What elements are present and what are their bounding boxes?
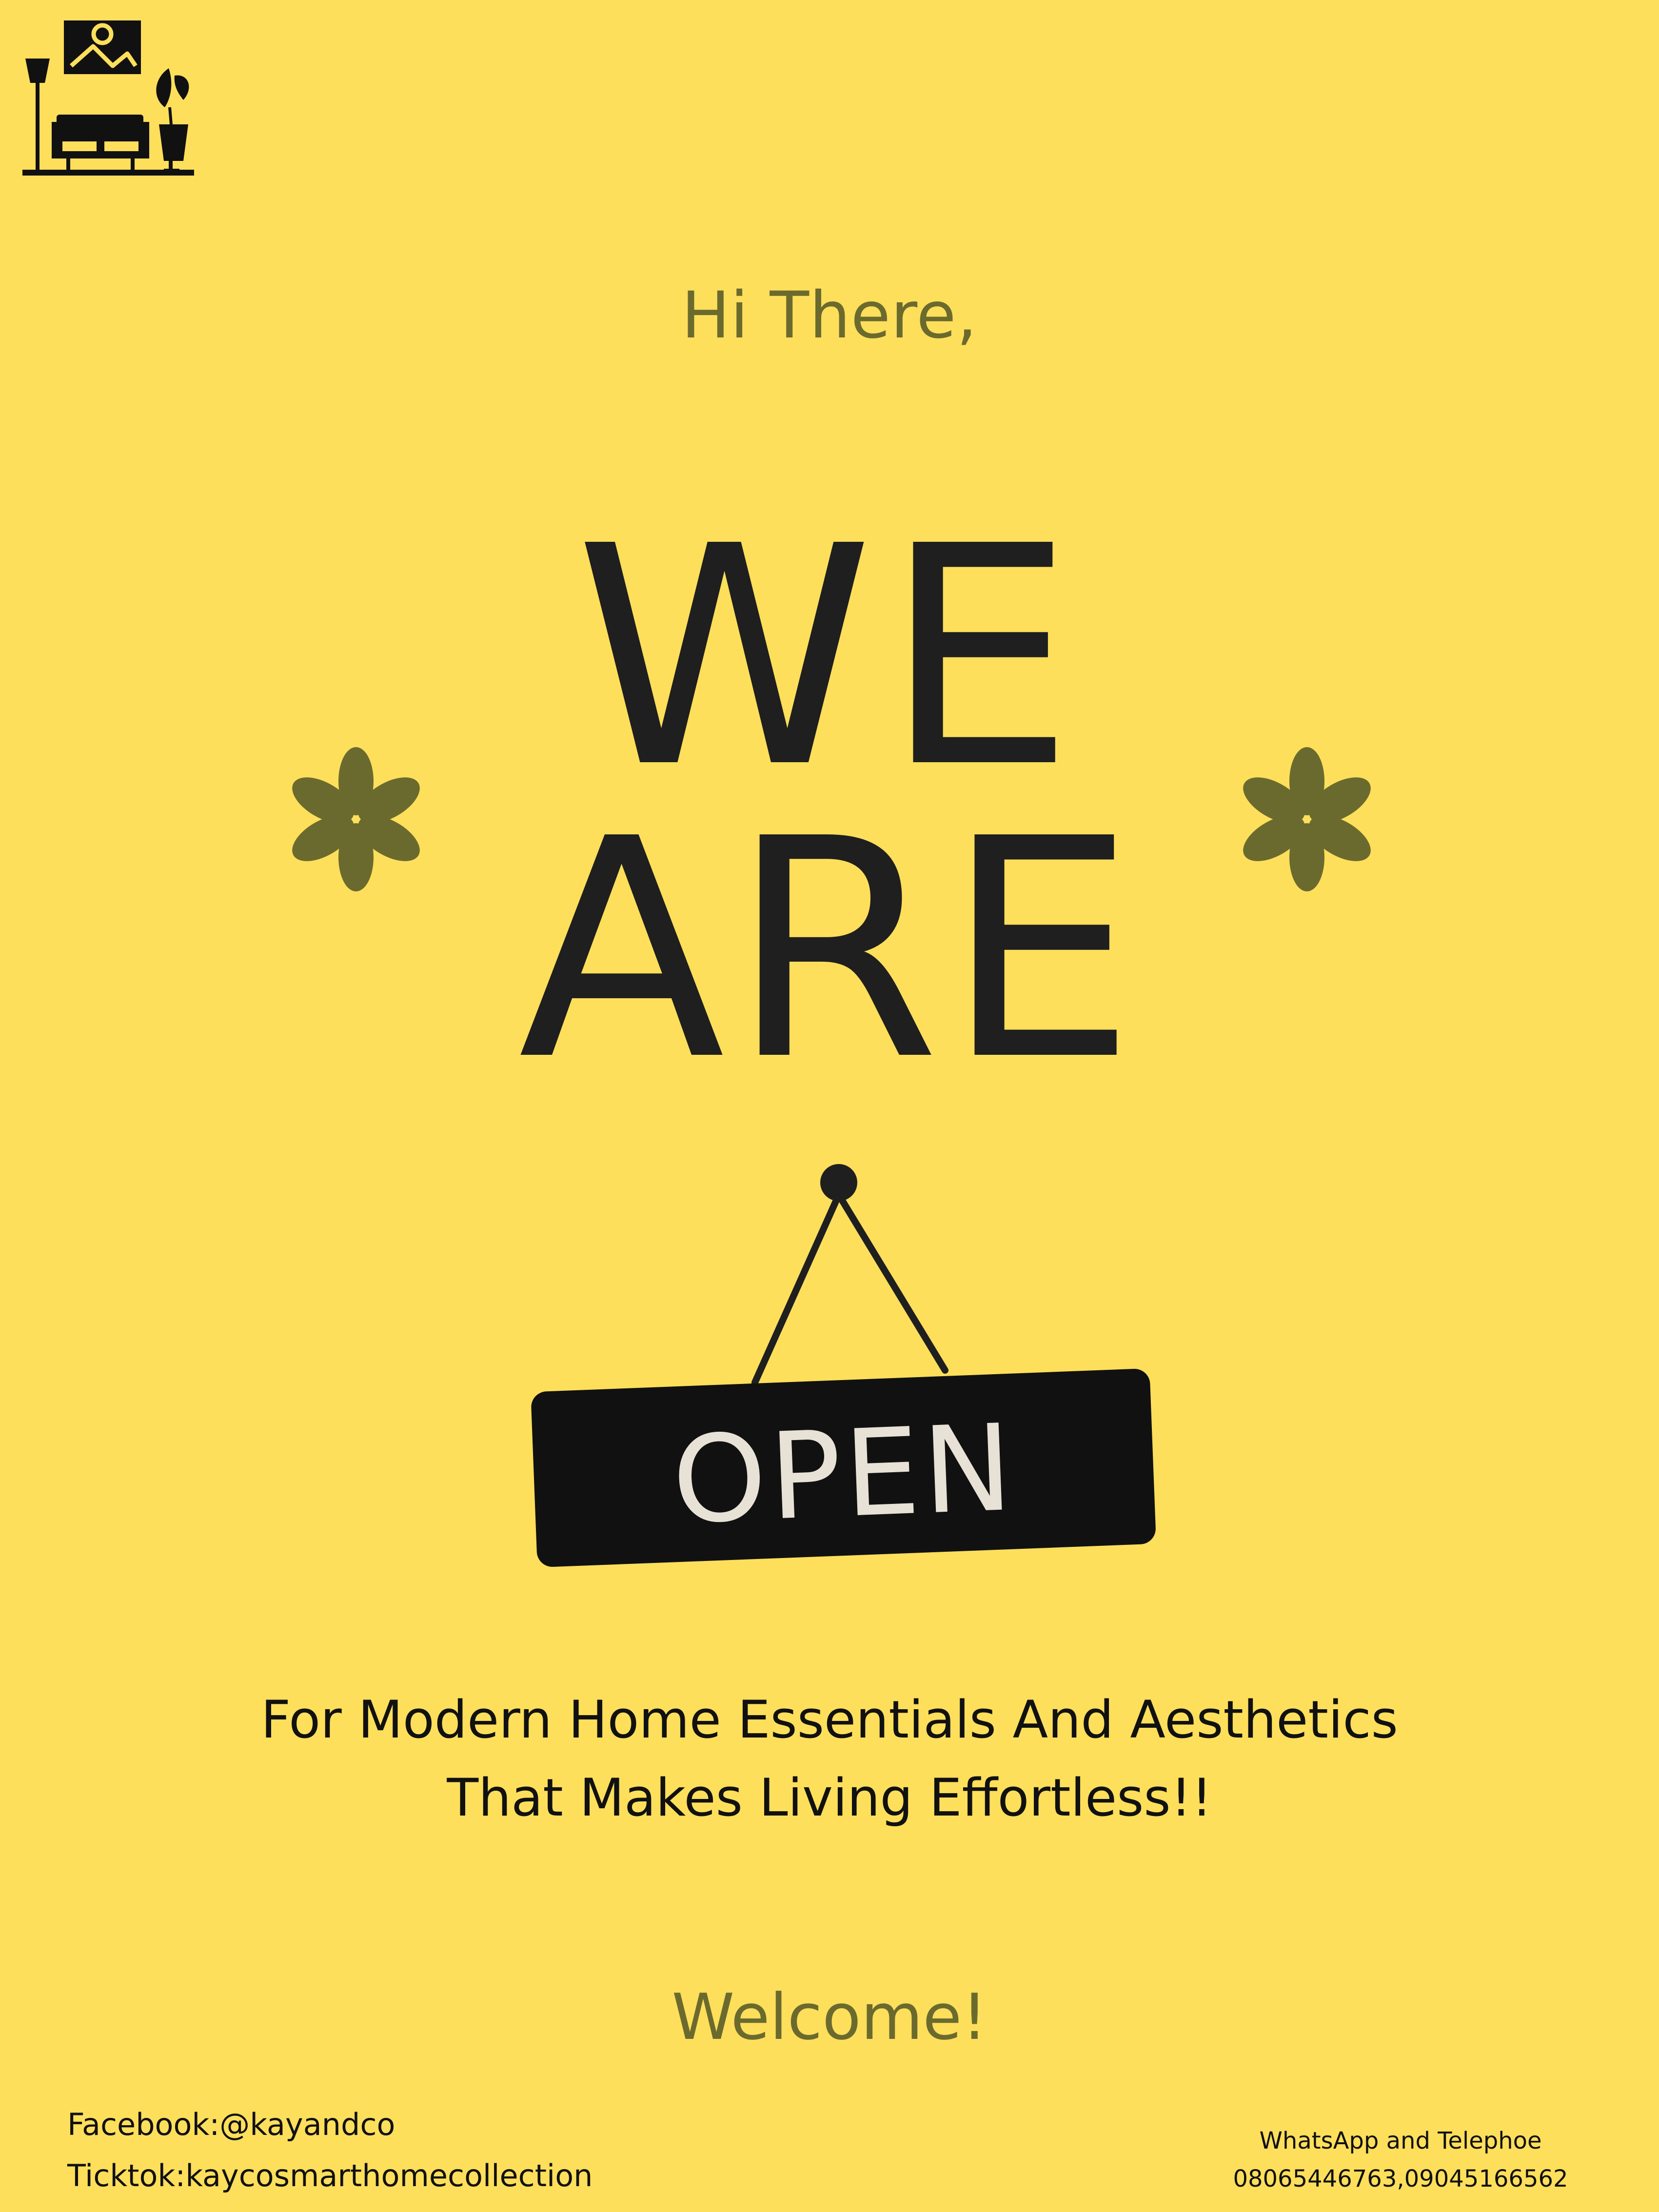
contact-label: WhatsApp and Telephoe (1259, 2127, 1542, 2154)
greeting-text: Hi There, (681, 278, 978, 353)
tiktok-handle: Ticktok:kaycosmarthomecollection (67, 2158, 593, 2193)
headline-we: WE (574, 482, 1085, 834)
home-interior-icon (22, 20, 194, 180)
contact-numbers: 08065446763,09045166562 (1233, 2165, 1568, 2192)
facebook-handle: Facebook:@kayandco (67, 2107, 395, 2142)
flower-icon (1239, 746, 1375, 892)
tagline-line-1: For Modern Home Essentials And Aesthetics (261, 1690, 1398, 1750)
headline-are: ARE (518, 775, 1141, 1126)
welcome-text: Welcome! (672, 1980, 988, 2054)
flower-icon (288, 746, 424, 892)
hanging-sign-icon (527, 1161, 1161, 1609)
open-sign-text: OPEN (670, 1398, 1018, 1551)
tagline-line-2: That Makes Living Effortless!! (447, 1768, 1212, 1828)
